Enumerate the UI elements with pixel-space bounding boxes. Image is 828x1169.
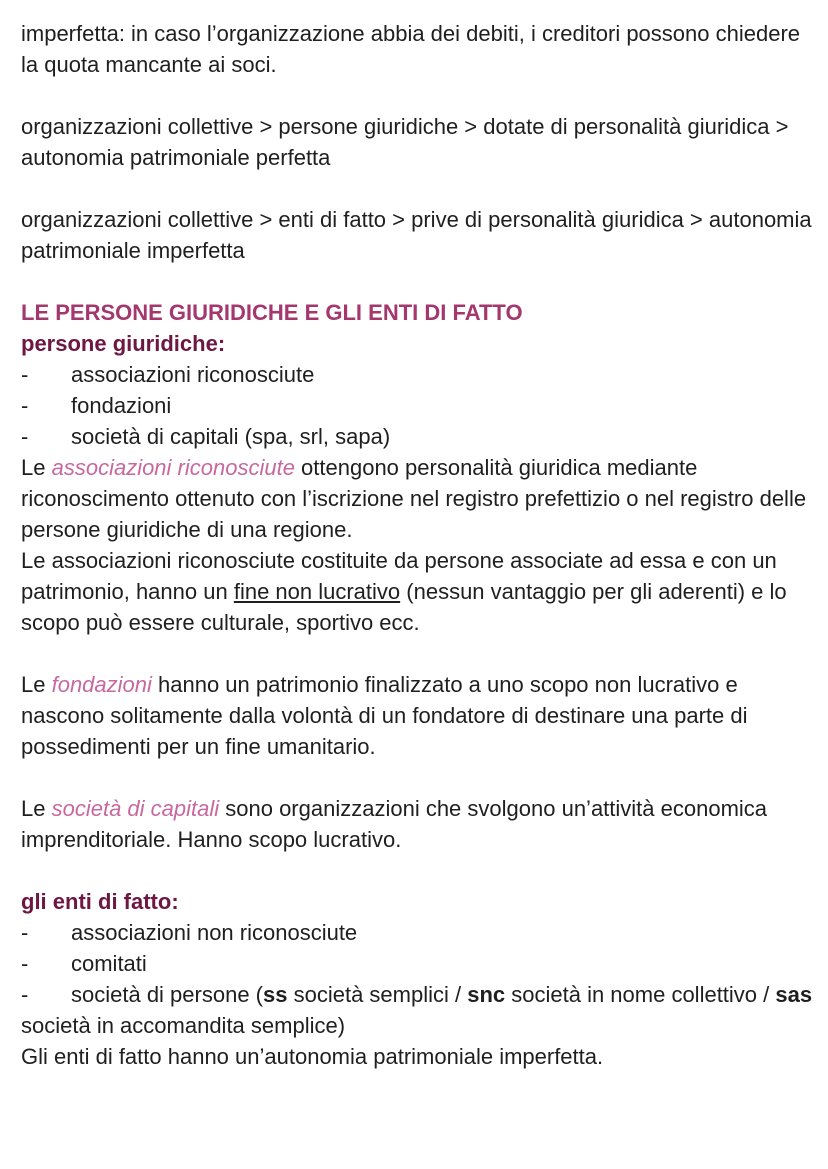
document-content <box>21 18 816 1072</box>
enti-di-fatto-heading: gli enti di fatto: <box>21 889 179 914</box>
list-item-text: associazioni non riconosciute <box>71 920 358 945</box>
list-dash: - <box>21 424 29 449</box>
text-run: Le <box>21 672 52 697</box>
term-associazioni-riconosciute: associazioni riconosciute <box>51 455 295 480</box>
text-run: sono organizzazioni che svolgono un’attività economica imprenditoriale. Hanno scopo lucrativo. <box>21 796 768 852</box>
list-item <box>21 948 816 979</box>
list-item-text: fondazioni <box>71 393 172 418</box>
associazioni-paragraph <box>21 452 816 545</box>
list-item <box>21 359 816 390</box>
term-fondazioni: fondazioni <box>51 672 152 697</box>
text-run: società semplici / <box>287 982 468 1007</box>
text-run: Le <box>21 455 52 480</box>
list-dash: - <box>21 393 29 418</box>
societa-capitali-paragraph <box>21 793 816 855</box>
list-item <box>21 917 816 948</box>
term-societa-di-capitali: società di capitali <box>51 796 220 821</box>
text-run: società in nome collettivo / <box>505 982 776 1007</box>
list-item-text: associazioni riconosciute <box>71 362 315 387</box>
intro-paragraph-2: organizzazioni collettive > persone giuridiche > dotate di personalità giuridica > autonomia patrimoniale perfetta <box>21 114 789 170</box>
list-item-text: società di capitali (spa, srl, sapa) <box>71 424 391 449</box>
text-run: ottengono personalità giuridica mediante riconoscimento ottenuto con l’iscrizione nel registro prefettizio o nel registro delle persone giuridiche di una regione. <box>21 455 807 542</box>
spacer <box>21 173 816 204</box>
spacer <box>21 266 816 297</box>
abbr-snc: snc <box>467 982 506 1007</box>
abbr-ss: ss <box>263 982 288 1007</box>
text-run: Le <box>21 796 52 821</box>
text-run: hanno un patrimonio finalizzato a uno scopo non lucrativo e nascono solitamente dalla volontà di un fondatore di destinare una parte di possedimenti per un fine umanitario. <box>21 672 748 759</box>
list-dash: - <box>21 982 29 1007</box>
list-item-text: comitati <box>71 951 147 976</box>
spacer <box>21 80 816 111</box>
spacer <box>21 855 816 886</box>
fondazioni-paragraph <box>21 669 816 762</box>
list-dash: - <box>21 951 29 976</box>
abbr-sas: sas <box>775 982 813 1007</box>
spacer <box>21 762 816 793</box>
underlined-fine-non-lucrativo: fine non lucrativo <box>233 579 401 604</box>
intro-paragraph-3: organizzazioni collettive > enti di fatto > prive di personalità giuridica > autonomia patrimoniale imperfetta <box>21 207 812 263</box>
enti-di-fatto-closing: Gli enti di fatto hanno un’autonomia patrimoniale imperfetta. <box>21 1044 604 1069</box>
text-run: (nessun vantaggio per gli aderenti) e lo scopo può essere culturale, sportivo ecc. <box>21 579 787 635</box>
list-item <box>21 421 816 452</box>
intro-paragraph-1: imperfetta: in caso l’organizzazione abbia dei debiti, i creditori possono chiedere la quota mancante ai soci. <box>21 21 801 77</box>
persone-giuridiche-heading: persone giuridiche: <box>21 331 226 356</box>
list-dash: - <box>21 920 29 945</box>
section-title: LE PERSONE GIURIDICHE E GLI ENTI DI FATTO <box>21 300 523 325</box>
text-run: Le associazioni riconosciute costituite da persone associate ad essa e con un patrimonio, hanno un <box>21 548 777 604</box>
list-dash: - <box>21 362 29 387</box>
list-item <box>21 390 816 421</box>
text-run: società in accomandita semplice) <box>21 1013 346 1038</box>
societa-di-persone-item <box>21 979 816 1041</box>
associazioni-detail-paragraph <box>21 545 816 638</box>
spacer <box>21 638 816 669</box>
text-run: società di persone ( <box>71 982 263 1007</box>
